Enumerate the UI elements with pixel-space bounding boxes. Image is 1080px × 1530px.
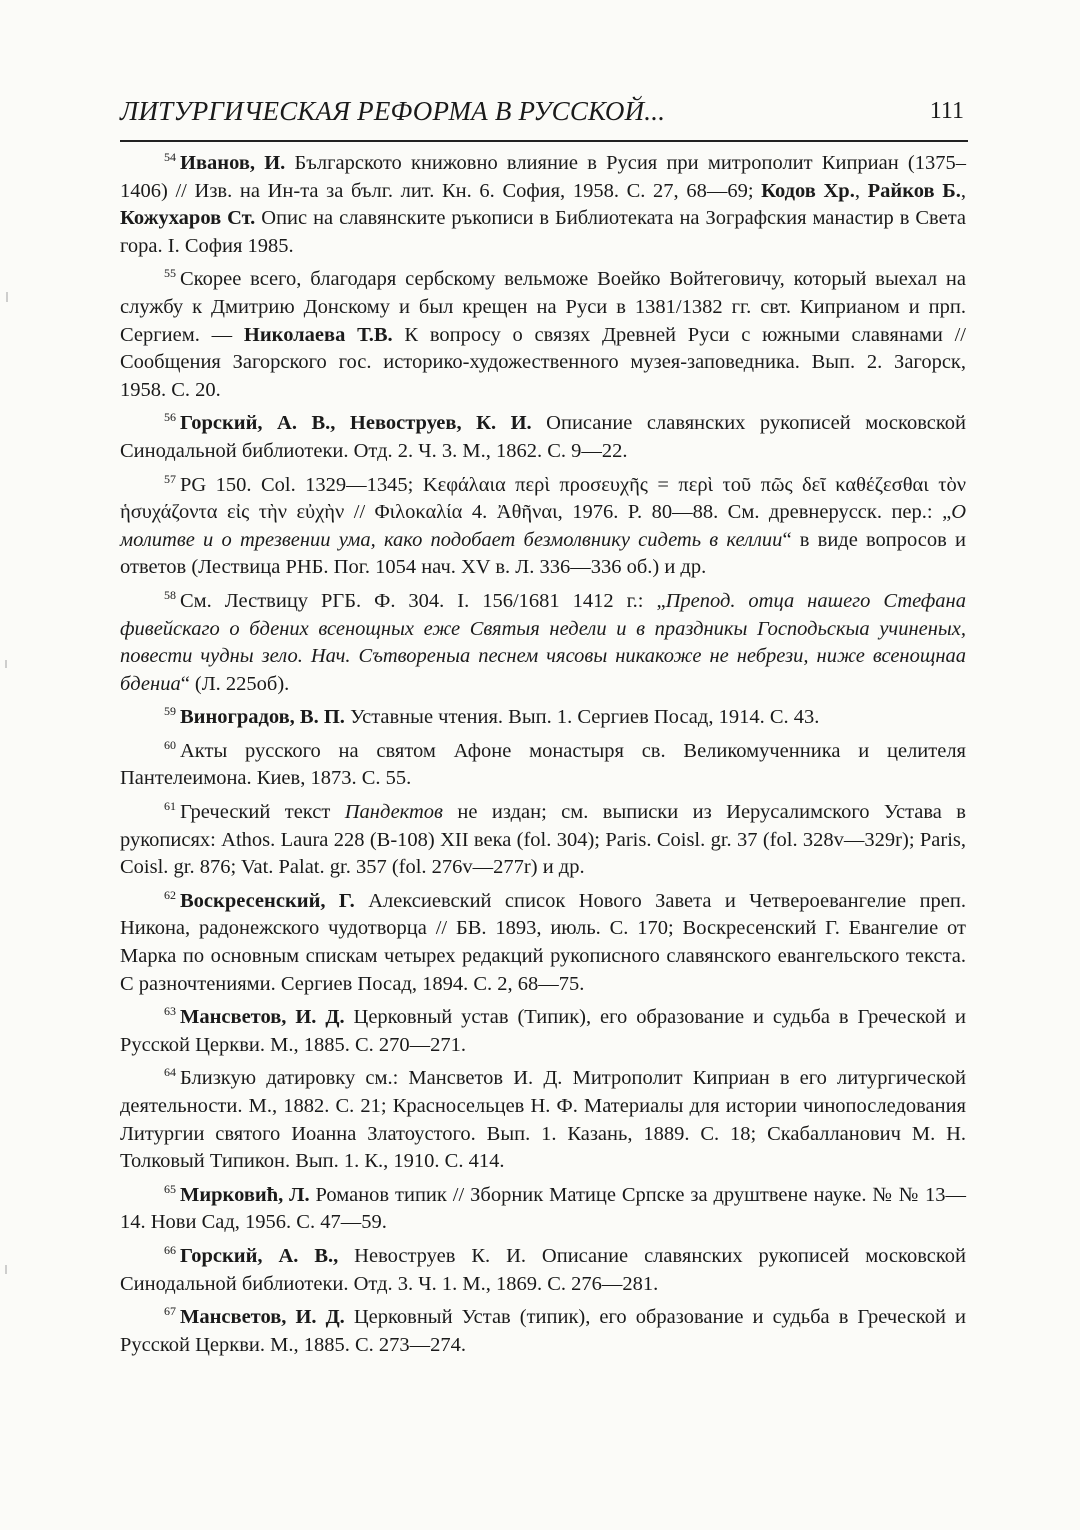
footnote-text: , bbox=[960, 179, 967, 202]
author-name: Райков Б. bbox=[867, 179, 961, 202]
footnote-text: “ (Л. 225об). bbox=[180, 672, 290, 695]
author-name: Иванов, И. bbox=[180, 152, 286, 174]
footnote-text: К вопросу о связях Древней Руси с южными славянами // Сообщения Загорского гос. историко-художественного музея-заповедника. Вып. 2. Загорск, 1958. С. 20. bbox=[120, 323, 966, 401]
footnote-text: Българското книжовно влияние в Русия при митрополит Киприан (1375–1406) // Изв. на Ин-та за бълг. лит. Кн. 6. София, 1958. С. 27, 68—69; bbox=[120, 152, 966, 202]
footnote-text: Греческий текст bbox=[180, 801, 345, 824]
footnote-number: 59 bbox=[164, 704, 176, 719]
scan-mark bbox=[5, 1265, 7, 1274]
author-name: Кодов Хр. bbox=[761, 179, 855, 202]
footnote-text: Скорее всего, благодаря сербскому вельможе Воейко Войтеговичу, который выехал на службу к Дмитрию Донскому и был крещен на Руси в 1381/1382 гг. свт. Киприаном и прп. Сергием. — bbox=[120, 268, 966, 346]
author-name: Мирковић, Л. bbox=[180, 1183, 310, 1206]
footnote-number: 56 bbox=[164, 410, 176, 425]
footnote-number: 67 bbox=[164, 1304, 176, 1319]
footnote-56 bbox=[120, 410, 966, 465]
footnote-number: 64 bbox=[164, 1065, 176, 1080]
footnote-text: Опис на славянските ръкописи в Библиотеката на Зографския манастир в Света гора. I. София 1985. bbox=[120, 207, 966, 257]
footnote-text: Описание славянских рукописей московской Синодальной библиотеки. Отд. 2. Ч. 3. М., 1862. С. 9—22. bbox=[120, 412, 966, 462]
footnote-67 bbox=[120, 1304, 966, 1359]
footnote-59 bbox=[120, 704, 966, 732]
footnote-66 bbox=[120, 1243, 966, 1298]
footnote-number: 55 bbox=[164, 266, 176, 281]
italic-title: Пандектов bbox=[344, 801, 443, 824]
footnote-text: PG 150. Col. 1329—1345; Κεφάλαια περὶ προσευχῆς = περὶ τοῦ πῶς δεῖ καθέζεσθαι τὸν ἡσυχάζοντα εἰς τὴν εὐχὴν // Φιλοκαλία 4. Ἀθῆναι, 1976. P. 80—88. См. древнерусск. пер.: „ bbox=[120, 473, 966, 524]
italic-title: Препод. отца нашего Стефана фивейскаго о бдених всенощных еже Святыя недели и в праздникы Господьскыа учиненых, повести чудны зело. Нач. Сътвореныа песнем чясовы никакоже не небрези, ниже всенощнаа бдениа bbox=[120, 589, 966, 695]
author-name: Кожухаров Ст. bbox=[120, 207, 256, 230]
footnote-text: не издан; см. выписки из Иерусалимского Устава в рукописях: Athos. Laura 228 (B-108) XII века (fol. 304); Paris. Coisl. gr. 37 (fol. 328v—329r); Paris, Coisl. gr. 876; Vat. Palat. gr. 357 (fol. 276v—277r) и др. bbox=[120, 801, 966, 879]
footnote-number: 65 bbox=[164, 1181, 176, 1196]
footnote-text: См. Лествицу РГБ. Ф. 304. I. 156/1681 1412 г.: „ bbox=[180, 589, 666, 612]
scan-mark bbox=[5, 660, 7, 668]
footnote-65 bbox=[120, 1182, 966, 1237]
footnote-text: Акты русского на святом Афоне монастыря св. Великомученника и целителя Пантелеимона. Киев, 1873. С. 55. bbox=[120, 739, 966, 790]
footnote-text: “ в виде вопросов и ответов (Лествица РНБ. Пог. 1054 нач. XV в. Л. 336—336 об.) и др. bbox=[120, 528, 966, 579]
footnote-number: 58 bbox=[164, 587, 176, 602]
footnote-number: 63 bbox=[164, 1004, 176, 1019]
footnote-60 bbox=[120, 738, 966, 793]
footnote-text: Алексиевский список Нового Завета и Четвероевангелие преп. Никона, радонежского чудотворца // БВ. 1893, июль. С. 170; Воскресенский Г. Евангелие от Марка по основным спискам четырех редакций рукописного славянского евангельского текста. С разночтениями. Сергиев Посад, 1894. С. 2, 68—75. bbox=[120, 889, 966, 995]
footnotes-list bbox=[120, 150, 966, 1365]
footnote-54 bbox=[120, 150, 966, 260]
author-name: Горский, А. В., Невоструев, К. И. bbox=[180, 412, 532, 435]
author-name: Воскресенский, Г. bbox=[180, 889, 355, 912]
footnote-58 bbox=[120, 588, 966, 698]
footnote-62 bbox=[120, 888, 966, 998]
footnote-text: Церковный Устав (типик), его образование и судьба в Греческой и Русской Церкви. М., 1885. С. 273—274. bbox=[120, 1306, 966, 1356]
footnote-57 bbox=[120, 472, 966, 582]
footnote-number: 62 bbox=[164, 887, 176, 902]
author-name: Горский, А. В., bbox=[180, 1244, 339, 1267]
footnote-number: 61 bbox=[164, 799, 176, 814]
footnote-text: Уставные чтения. Вып. 1. Сергиев Посад, 1914. С. 43. bbox=[344, 706, 820, 729]
footnote-61 bbox=[120, 799, 966, 882]
footnote-number: 57 bbox=[164, 471, 176, 486]
footnote-text: Невоструев К. И. Описание славянских рукописей московской Синодальной библиотеки. Отд. 3. Ч. 1. М., 1869. С. 276—281. bbox=[120, 1244, 966, 1295]
author-name: Мансветов, И. Д. bbox=[180, 1006, 345, 1029]
footnote-text: Романов типик // Зборник Матице Српске за друштвене науке. № № 13—14. Нови Сад, 1956. С. 47—59. bbox=[120, 1183, 967, 1234]
footnote-64 bbox=[120, 1065, 966, 1175]
footnote-number: 54 bbox=[164, 150, 176, 164]
author-name: Мансветов, И. Д. bbox=[180, 1306, 345, 1329]
running-header bbox=[120, 92, 968, 142]
author-name: Николаева Т.В. bbox=[243, 323, 393, 346]
author-name: Виноградов, В. П. bbox=[180, 706, 345, 729]
footnote-55 bbox=[120, 266, 966, 404]
footnote-text: Близкую датировку см.: Мансветов И. Д. Митрополит Киприан в его литургической деятельности. М., 1882. С. 21; Красносельцев Н. Ф. Материалы для истории чинопоследования Литургии святого Иоанна Златоустого. Вып. 1. Казань, 1889. С. 18; Скабалланович М. Н. Толковый Типикон. Вып. 1. К., 1910. С. 414. bbox=[120, 1067, 966, 1173]
running-title: ЛИТУРГИЧЕСКАЯ РЕФОРМА В РУССКОЙ... bbox=[120, 96, 666, 126]
footnote-text: , bbox=[854, 179, 868, 202]
footnote-text: Церковный устав (Типик), его образование и судьба в Греческой и Русской Церкви. М., 1885. С. 270—271. bbox=[120, 1006, 966, 1056]
scan-mark bbox=[6, 292, 8, 302]
page-number: 111 bbox=[929, 98, 964, 124]
italic-title: О молитве и о трезвении ума, како подобает безмолвнику сидеть в келлии bbox=[120, 501, 966, 551]
footnote-63 bbox=[120, 1004, 966, 1059]
footnote-number: 66 bbox=[164, 1242, 176, 1257]
footnote-number: 60 bbox=[164, 737, 176, 752]
